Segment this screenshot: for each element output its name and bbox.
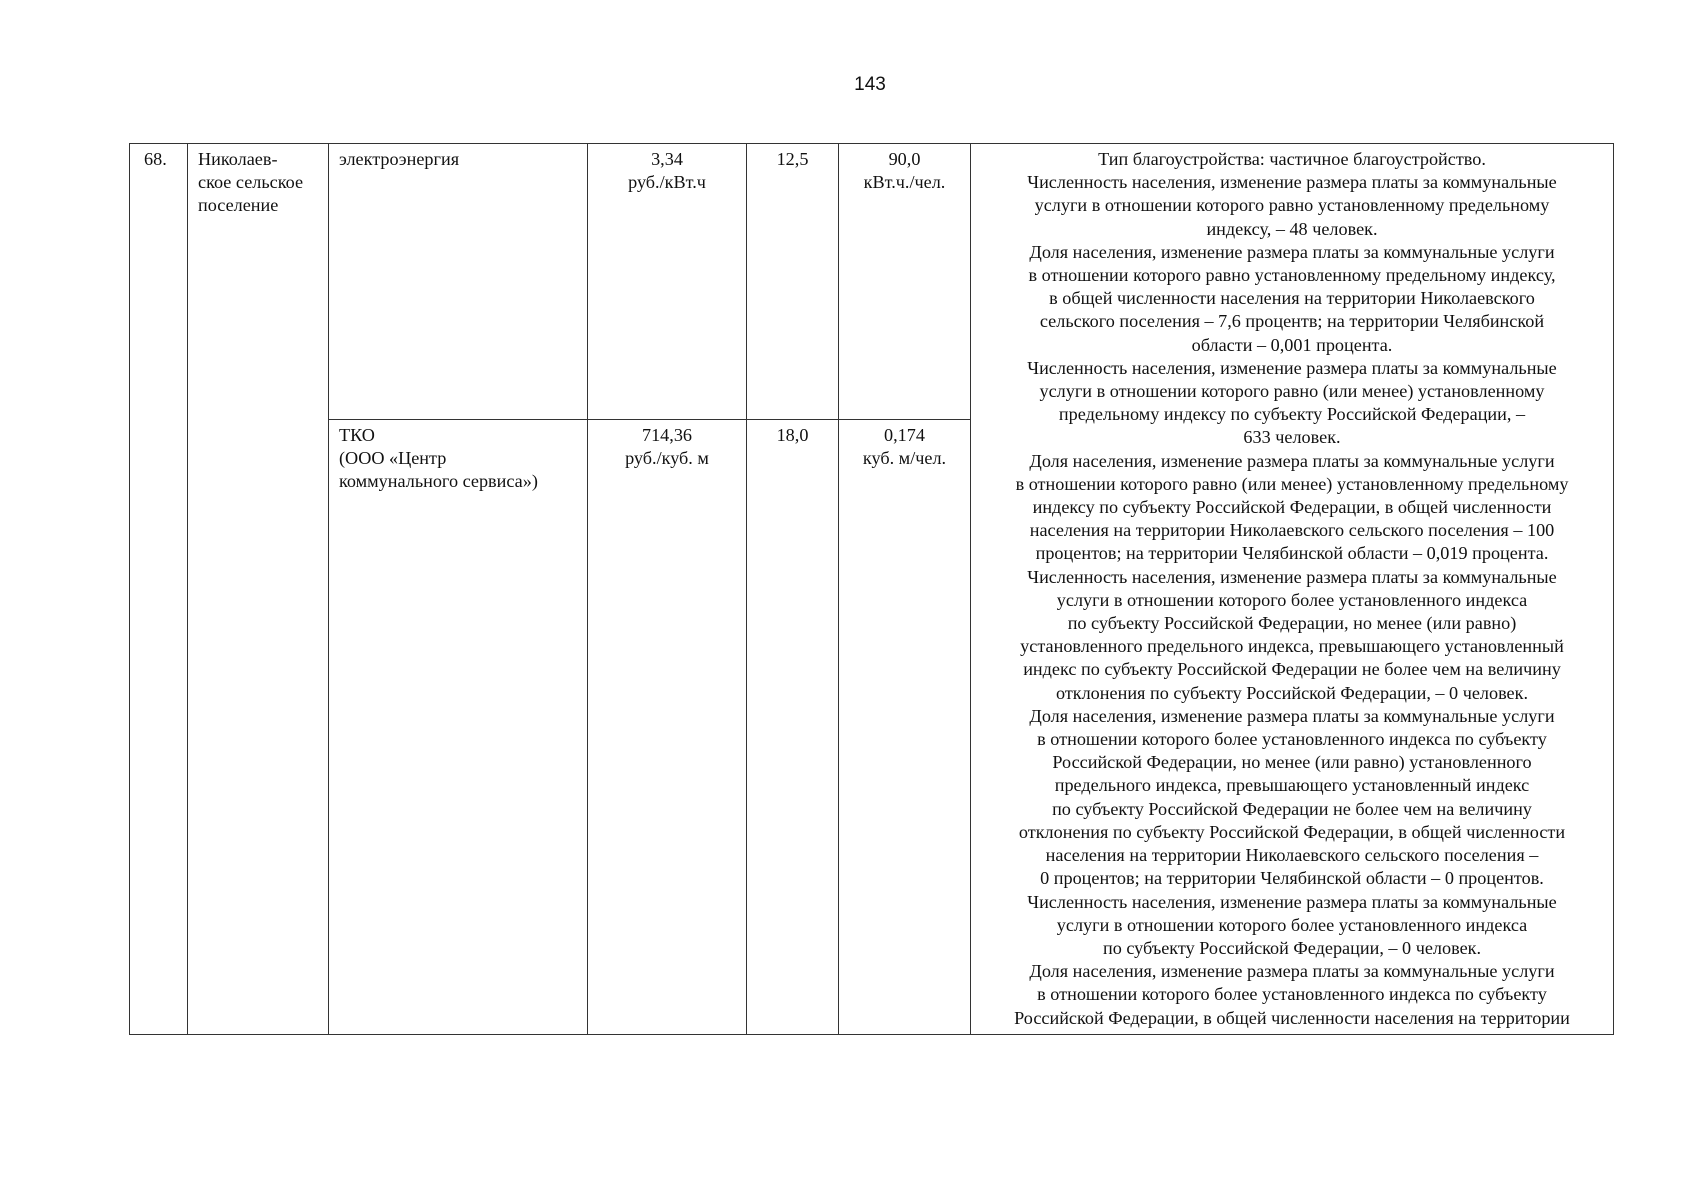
notes-line: Доля населения, изменение размера платы за коммунальные услуги — [1029, 450, 1555, 471]
notes-line: услуги в отношении которого равно установленному предельному — [1034, 195, 1550, 216]
service-name-cell — [329, 144, 588, 420]
notes-line: отклонения по субъекту Российской Федерации, в общей численности — [1018, 821, 1566, 842]
notes-cell — [971, 144, 1614, 1035]
table-row — [130, 144, 1614, 420]
norm-cell — [839, 144, 971, 420]
tariff-cell — [588, 144, 747, 420]
notes-line: Тип благоустройства: частичное благоустройство. — [1098, 149, 1486, 169]
notes-line: услуги в отношении которого равно (или менее) установленному — [1039, 381, 1545, 402]
notes-line: индексу, – 48 человек. — [1206, 218, 1378, 239]
tariff-value: 714,36 — [641, 425, 692, 445]
notes-line: в отношении которого более установленного индекса по субъекту — [1037, 984, 1547, 1005]
notes-line: Численность населения, изменение размера платы за коммунальные — [1027, 357, 1557, 378]
tariff-unit: руб./куб. м — [625, 448, 709, 469]
norm-value: 90,0 — [888, 149, 921, 169]
service-name: ТКО — [339, 425, 375, 445]
tariff-cell — [588, 420, 747, 1035]
tariff-value: 3,34 — [651, 149, 683, 169]
norm-unit: кВт.ч./чел. — [863, 172, 946, 193]
notes-line: установленного предельного индекса, превышающего установленный — [1020, 636, 1564, 657]
notes-line: сельского поселения – 7,6 процентв; на территории Челябинской — [1039, 311, 1545, 332]
notes-line: по субъекту Российской Федерации, – 0 человек. — [1102, 937, 1482, 958]
index-percent-cell — [747, 420, 839, 1035]
notes-line: услуги в отношении которого более установленного индекса — [1056, 914, 1528, 935]
notes-line: Российской Федерации, в общей численности населения на территории — [1014, 1007, 1570, 1028]
notes-line: в отношении которого равно (или менее) установленному предельному — [1015, 473, 1569, 494]
notes-line: по субъекту Российской Федерации не более чем на величину — [1052, 798, 1532, 819]
notes-line: в общей численности населения на территории Николаевского — [1049, 288, 1535, 309]
tariff-table — [129, 143, 1614, 1035]
service-name-cell — [329, 420, 588, 1035]
norm-unit: куб. м/чел. — [862, 448, 947, 469]
notes-line: по субъекту Российской Федерации, но менее (или равно) — [1067, 613, 1517, 634]
notes-line: индекс по субъекту Российской Федерации не более чем на величину — [1023, 659, 1561, 680]
notes-line: 633 человек. — [1243, 427, 1341, 448]
tariff-unit: руб./кВт.ч — [628, 172, 706, 193]
service-name: коммунального сервиса») — [339, 471, 538, 492]
notes-line: 0 процентов; на территории Челябинской области – 0 процентов. — [1040, 868, 1544, 889]
notes-line: отклонения по субъекту Российской Федерации, – 0 человек. — [1055, 682, 1529, 703]
notes-line: населения на территории Николаевского сельского поселения – — [1045, 845, 1539, 866]
notes-line: Доля населения, изменение размера платы за коммунальные услуги — [1029, 705, 1555, 726]
row-number-cell — [130, 144, 188, 1035]
notes-line: предельного индекса, превышающего установленный индекс — [1054, 775, 1530, 796]
service-name: электроэнергия — [339, 149, 460, 169]
norm-value: 0,174 — [884, 425, 925, 445]
notes-line: Российской Федерации, но менее (или равно) установленного — [1052, 752, 1532, 773]
index-percent: 18,0 — [776, 425, 809, 445]
notes-line: области – 0,001 процента. — [1191, 334, 1393, 355]
settlement-line: ское сельское — [198, 172, 304, 193]
page-number: 143 — [854, 74, 886, 95]
row-number: 68. — [144, 149, 167, 169]
norm-cell — [839, 420, 971, 1035]
settlement-line: Николаев- — [198, 149, 278, 169]
settlement-cell — [188, 144, 329, 1035]
service-name: (ООО «Центр — [339, 448, 447, 469]
settlement-line: поселение — [198, 195, 279, 216]
notes-line: предельному индексу по субъекту Российской Федерации, – — [1058, 404, 1526, 425]
notes-line: Доля населения, изменение размера платы за коммунальные услуги — [1029, 961, 1555, 982]
notes-line: Доля населения, изменение размера платы за коммунальные услуги — [1029, 241, 1555, 262]
index-percent-cell — [747, 144, 839, 420]
notes-line: услуги в отношении которого более установленного индекса — [1056, 589, 1528, 610]
notes-line: Численность населения, изменение размера платы за коммунальные — [1027, 566, 1557, 587]
index-percent: 12,5 — [776, 149, 809, 169]
notes-line: процентов; на территории Челябинской области – 0,019 процента. — [1035, 543, 1549, 564]
notes-line: в отношении которого равно установленному предельному индексу, — [1028, 265, 1556, 286]
notes-line: Численность населения, изменение размера платы за коммунальные — [1027, 891, 1557, 912]
notes-line: в отношении которого более установленного индекса по субъекту — [1037, 729, 1547, 750]
notes-line: Численность населения, изменение размера платы за коммунальные — [1027, 172, 1557, 193]
notes-line: населения на территории Николаевского сельского поселения – 100 — [1029, 520, 1555, 541]
notes-line: индексу по субъекту Российской Федерации, в общей численности — [1032, 497, 1552, 518]
